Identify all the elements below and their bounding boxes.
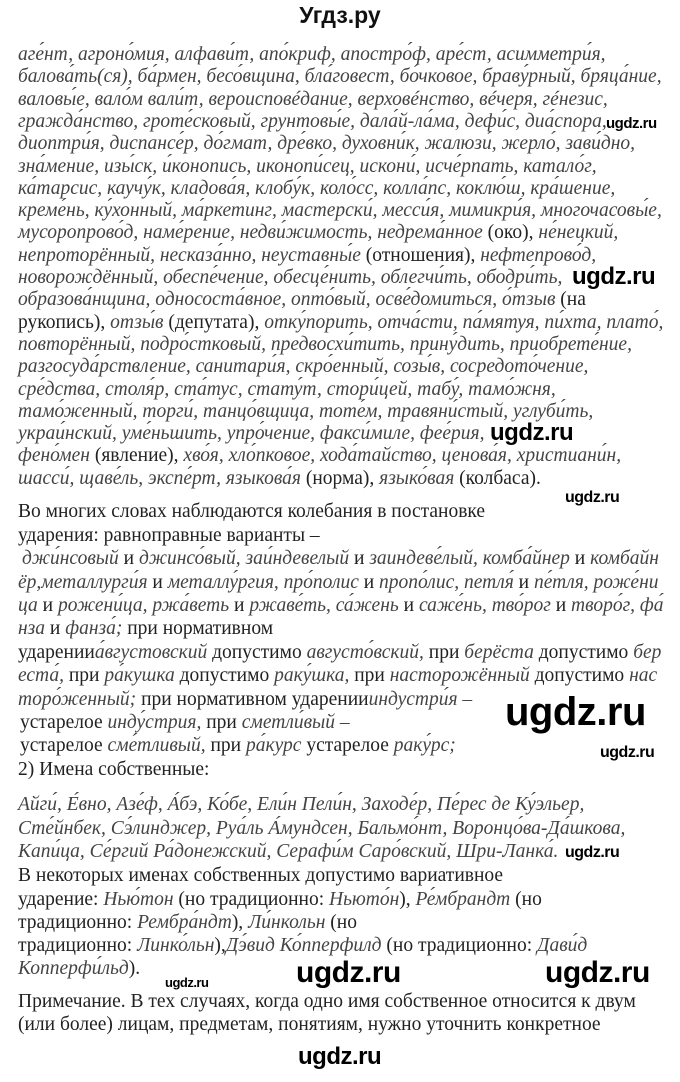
- italic-word-list: Копперфи́льд: [18, 958, 129, 979]
- watermark: ugdz.ru: [565, 844, 620, 861]
- italic-word-list: Дави́д: [537, 935, 588, 956]
- italic-word-list: раку́рс;: [393, 735, 456, 756]
- plain-text: при: [206, 712, 242, 733]
- text-line: [18, 501, 485, 523]
- watermark: ugdz.ru: [600, 744, 655, 761]
- italic-word-list: пе́тля, роже́ни: [533, 572, 659, 593]
- plain-text: допустимо: [538, 642, 634, 663]
- italic-word-list: балова́ть(ся), ба́рмен, бесо́вщина, бла́говест, бо́чковое, браву́рный, бряца́ние,: [18, 66, 662, 87]
- text-line: [18, 689, 472, 711]
- text-line: [18, 423, 484, 445]
- italic-word-list: Линко́льн: [137, 935, 215, 956]
- text-line: [18, 178, 615, 200]
- plain-text: при: [210, 735, 246, 756]
- plain-text: ).: [128, 958, 141, 979]
- plain-text: допустимо: [179, 665, 275, 686]
- italic-word-list: ржаве́ть, са́жень: [249, 595, 404, 616]
- text-line: [18, 44, 606, 66]
- italic-word-list: непроторённый, несказа́нно, неуставны́е: [18, 245, 366, 266]
- plain-text: и: [518, 572, 534, 593]
- watermark: ugdz.ru: [606, 115, 657, 132]
- watermark: ugdz.ru: [490, 419, 574, 446]
- plain-text: В некоторых именах собственных допустимо вариативное: [18, 865, 504, 886]
- italic-word-list: саже́нь, тво́рог: [418, 595, 556, 616]
- italic-word-list: диоптри́я, диспансе́р, до́гмат, дре́вко, духовни́к, жалюзи́, жерло́, зави́дно,: [18, 133, 636, 154]
- text-line: [18, 935, 587, 957]
- text-line: [18, 334, 632, 356]
- italic-word-list: хво́я, хло́пковое, хода́тайство, ценова́я, христиани́н,: [183, 445, 622, 466]
- italic-word-list: Рембра́ндт: [137, 912, 232, 933]
- text-line: [18, 889, 542, 911]
- plain-text: (или более) лицам, предметам, понятиям, нужно уточнить конкретное: [18, 1014, 601, 1035]
- italic-word-list: гражда́нство, гроте́сковый, грунтовы́е, дала́й-ла́ма, дефи́с, диа́спора,: [18, 111, 607, 132]
- italic-word-list: разгосуда́рствление, санитари́я, скро́енный, созы́в, сосредото́чение,: [18, 356, 589, 377]
- watermark: ugdz.ru: [505, 690, 646, 734]
- plain-text: и: [403, 595, 419, 616]
- italic-word-list: новорождённый, обеспе́чение, обесце́нить, облегчи́ть, ободри́ть,: [18, 267, 563, 288]
- italic-word-list: джи́нсовый: [22, 548, 124, 569]
- plain-text: и: [49, 618, 66, 639]
- italic-word-list: сме́тливый,: [107, 735, 211, 756]
- plain-text: рукопись),: [18, 312, 111, 333]
- italic-word-list: повторённый, подро́стковый, предвосхи́тить, прину́дить, приобрете́ние,: [18, 334, 632, 355]
- text-line: [18, 267, 562, 289]
- plain-text: и: [574, 548, 591, 569]
- text-line: [18, 665, 657, 687]
- text-line: [18, 958, 140, 980]
- plain-text: традиционно:: [18, 935, 138, 956]
- plain-text: (отношения),: [365, 245, 481, 266]
- text-line: [18, 200, 662, 222]
- italic-word-list: шасси́, щаве́ль, экспе́рт, языкова́я: [18, 468, 306, 489]
- plain-text: 2) Имена собственные:: [18, 759, 210, 780]
- plain-text: и: [123, 548, 139, 569]
- text-line: [18, 525, 320, 547]
- text-line: [18, 991, 636, 1013]
- plain-text: ударение:: [18, 889, 104, 910]
- plain-text: и: [42, 595, 58, 616]
- text-line: [18, 445, 621, 467]
- italic-word-list: торо́женный;: [18, 689, 142, 710]
- italic-word-list: аге́нт, агроно́мия, алфави́т, апо́криф, апостро́ф, аре́ст, асимметри́я,: [18, 44, 606, 65]
- text-line: [20, 712, 350, 734]
- text-line: [18, 841, 558, 863]
- italic-word-list: пропо́лис, петля́: [379, 572, 519, 593]
- text-line: [18, 595, 664, 617]
- plain-text: при нормативном ударении: [141, 689, 369, 710]
- text-line: [18, 759, 209, 781]
- plain-text: ),: [214, 935, 226, 956]
- italic-word-list: отзы́в: [110, 312, 169, 333]
- plain-text: (депутата),: [168, 312, 265, 333]
- italic-word-list: индустри́я –: [368, 689, 473, 710]
- italic-word-list: бер: [633, 642, 662, 663]
- italic-word-list: фено́мен: [18, 445, 95, 466]
- text-line: [18, 111, 607, 133]
- watermark: ugdz.ru: [545, 956, 650, 989]
- italic-word-list: Нью́тон: [103, 889, 179, 910]
- plain-text: (норма),: [305, 468, 380, 489]
- plain-text: (явление),: [94, 445, 184, 466]
- plain-text: традиционно:: [18, 912, 138, 933]
- plain-text: (на: [560, 289, 586, 310]
- italic-word-list: ка́тарсис, каучу́к, кладова́я, клобу́к, коло́сс, колла́пс, коклю́ш, кра́шение,: [18, 178, 616, 199]
- italic-word-list: ра́кушка: [104, 665, 180, 686]
- italic-word-list: нза: [18, 618, 50, 639]
- plain-text: ударении: [18, 642, 95, 663]
- italic-word-list: образова́нщина, однососта́вное, опто́вый, осве́домиться, о́тзыв: [18, 289, 561, 310]
- text-line: [18, 222, 618, 244]
- text-line: [18, 572, 659, 594]
- italic-word-list: комбайн: [590, 548, 659, 569]
- italic-word-list: ёр,металлурги́я: [18, 572, 153, 593]
- text-line: [18, 468, 541, 490]
- italic-word-list: раку́шка,: [274, 665, 355, 686]
- italic-word-list: валовы́е, вало́м вали́т, вероисповéдание, верховéнство, вéчеря, гéнезис,: [18, 89, 608, 110]
- plain-text: при: [428, 642, 465, 663]
- italic-word-list: насторожённый: [389, 665, 535, 686]
- italic-word-list: ца: [18, 595, 43, 616]
- plain-text: допустимо: [212, 642, 307, 663]
- text-line: [18, 618, 273, 640]
- plain-text: устарелое: [20, 735, 108, 756]
- watermark: ugdz.ru: [565, 489, 620, 506]
- plain-text: (колбаса).: [459, 468, 541, 489]
- italic-word-list: языко́вая: [379, 468, 460, 489]
- italic-word-list: заиндеве́лый, комба́йнер: [369, 548, 575, 569]
- plain-text: и: [152, 572, 168, 593]
- watermark: ugdz.ru: [298, 1043, 382, 1070]
- watermark: ugdz.ru: [165, 975, 209, 990]
- italic-word-list: Сте́йнбек, Сэ́линджер, Руа́ль А́мундсен, Бальмо́нт, Воронцо́ва-Да́шкова,: [18, 818, 626, 839]
- italic-word-list: фанза́;: [65, 618, 128, 639]
- plain-text: и: [354, 548, 370, 569]
- italic-word-list: нас: [629, 665, 658, 686]
- plain-text: Примечание. В тех случаях, когда одно имя собственное относится к двум: [18, 991, 636, 1012]
- text-line: [18, 66, 662, 88]
- plain-text: Во многих словах наблюдаются колебания в постановке: [18, 501, 486, 522]
- italic-word-list: нефтепрово́д,: [480, 245, 597, 266]
- italic-word-list: ра́курс: [246, 735, 307, 756]
- italic-word-list: не́нецкий,: [538, 222, 619, 243]
- text-line: [18, 312, 663, 334]
- italic-word-list: инду́стрия,: [107, 712, 207, 733]
- plain-text: ударения: равноправные варианты –: [18, 525, 320, 546]
- italic-word-list: еста́,: [18, 665, 69, 686]
- italic-word-list: творо́г, фа́: [571, 595, 664, 616]
- italic-word-list: металлу́ргия, про́полис: [167, 572, 364, 593]
- plain-text: ),: [399, 889, 416, 910]
- italic-word-list: а́вгустовский: [94, 642, 213, 663]
- italic-word-list: мусоропрово́д, наме́рение, недви́жимость, недрема́нное: [18, 222, 488, 243]
- italic-word-list: зна́мение, изы́ск, и́конопись, иконопи́сец, искони́, исче́рпать, катало́г,: [18, 156, 597, 177]
- italic-word-list: Ли́нкольн: [248, 912, 331, 933]
- plain-text: и: [234, 595, 250, 616]
- plain-text: при: [68, 665, 105, 686]
- italic-word-list: креме́нь, ку́хонный, ма́ркетинг, мастерски́, месси́я, мимикри́я, многочасовы́е,: [18, 200, 662, 221]
- text-line: [18, 133, 635, 155]
- plain-text: (око),: [487, 222, 539, 243]
- plain-text: (но традиционно:: [386, 935, 538, 956]
- watermark: ugdz.ru: [296, 956, 401, 989]
- italic-word-list: отку́порить, отча́сти, па́мятуя, пи́хта, плато́,: [264, 312, 664, 333]
- text-line: [18, 245, 596, 267]
- text-line: [18, 156, 597, 178]
- text-line: [18, 912, 357, 934]
- italic-word-list: берёста: [464, 642, 539, 663]
- plain-text: (но: [330, 912, 357, 933]
- text-line: [18, 89, 608, 111]
- text-line: [18, 379, 556, 401]
- italic-word-list: Ньюто́н: [329, 889, 400, 910]
- text-line: [22, 548, 659, 570]
- text-line: [18, 818, 625, 840]
- italic-word-list: сметли́вый –: [241, 712, 350, 733]
- plain-text: при: [354, 665, 390, 686]
- plain-text: ),: [231, 912, 249, 933]
- page-title: Угдз.ру: [299, 2, 381, 28]
- italic-word-list: Капи́ца, Се́ргий Ра́донежский, Серафи́м Саро́вский, Шри-Ланка́.: [18, 841, 559, 862]
- italic-word-list: украи́нский, уме́ньшить, упро́чение, факси́миле, фее́рия,: [18, 423, 485, 444]
- text-line: [18, 1014, 601, 1036]
- plain-text: (но традиционно:: [178, 889, 330, 910]
- plain-text: и: [555, 595, 572, 616]
- plain-text: устарелое: [20, 712, 108, 733]
- italic-word-list: рожени́ца, ржа́веть: [57, 595, 234, 616]
- plain-text: при нормативном: [127, 618, 274, 639]
- plain-text: (но: [515, 889, 542, 910]
- text-line: [18, 794, 584, 816]
- text-line: [18, 356, 588, 378]
- plain-text: допустимо: [534, 665, 630, 686]
- plain-text: устарелое: [306, 735, 394, 756]
- text-line: [20, 735, 456, 757]
- italic-word-list: Ре́мбрандт: [415, 889, 516, 910]
- text-line: [18, 289, 586, 311]
- italic-word-list: тамо́женный, торги́, танцо́вщица, тоте́м, травяни́стый, углуби́ть,: [18, 401, 594, 422]
- italic-word-list: Дэ́вид Ко́пперфилд: [225, 935, 387, 956]
- text-line: [18, 865, 503, 887]
- text-line: [18, 642, 661, 664]
- watermark: ugdz.ru: [572, 263, 656, 290]
- italic-word-list: августо́вский,: [306, 642, 429, 663]
- italic-word-list: джинсо́вый, заи́ндевелый: [138, 548, 354, 569]
- plain-text: и: [363, 572, 380, 593]
- italic-word-list: сре́дства, столя́р, ста́тус, стату́т, стори́цей, табу́, тамо́жня,: [18, 379, 556, 400]
- italic-word-list: Айги́, Е́вно, Азе́ф, А́бэ, Ко́бе, Ели́н Пели́н, Заходе́р, Пе́рес де Ку́эльер,: [18, 794, 585, 815]
